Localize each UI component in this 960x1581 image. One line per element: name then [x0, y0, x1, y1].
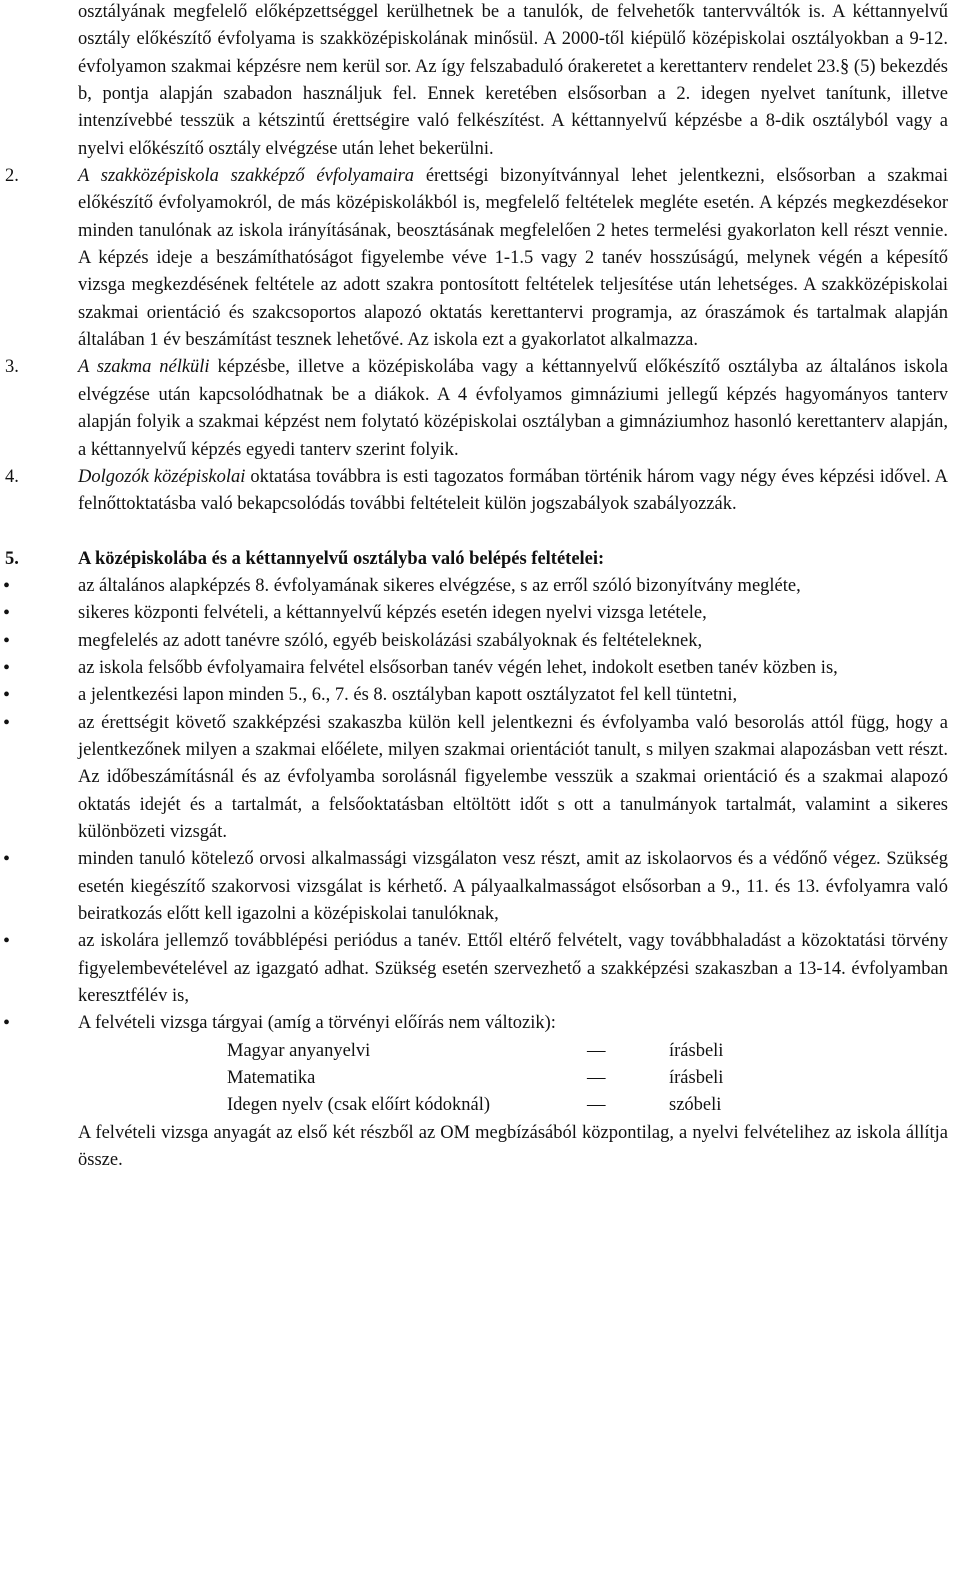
bullet-text: megfelelés az adott tanévre szóló, egyéb beiskolázási szabályoknak és feltételeknek,	[78, 630, 703, 651]
numbered-item	[0, 163, 960, 354]
exam-row	[0, 1038, 960, 1065]
bullet-text: sikeres központi felvételi, a kéttannyelvű képzés esetén idegen nyelvi vizsga letétele,	[78, 603, 707, 624]
bullet-icon: •	[3, 684, 11, 707]
section-title: A középiskolába és a kéttannyelvű osztályba való belépés feltételei:	[78, 548, 605, 569]
bullet-item	[0, 928, 960, 1010]
paragraph-line: felkészítést. A kéttannyelvű képzésbe a 8-dik osztályból vagy a nyelvi előkészítő	[78, 111, 949, 159]
numbered-item	[0, 464, 960, 519]
exam-dash: —	[587, 1040, 606, 1061]
paragraph-line: osztályának megfelelő előképzettséggel kerülhetnek be a tanulók, de felvehetők	[78, 2, 703, 22]
exam-dash: —	[587, 1068, 606, 1089]
item-italic-term: Dolgozók középiskolai	[78, 466, 246, 487]
bullet-icon: •	[3, 930, 11, 953]
bullet-item	[0, 628, 960, 655]
bullet-text: az iskola felsőbb évfolyamaira felvétel elsősorban tanév végén lehet, indokolt esetben tanév közben is,	[78, 657, 838, 678]
section-number: 5.	[5, 548, 19, 569]
paragraph-line: osztály elvégzése után lehet bekerülni.	[208, 138, 494, 159]
bullet-item	[0, 682, 960, 709]
exam-subject: Idegen nyelv (csak előírt kódoknál)	[227, 1095, 491, 1116]
bullet-text: az általános alapképzés 8. évfolyamának sikeres elvégzése, s az erről szóló bizonyítvány megléte,	[78, 575, 801, 596]
bullet-text: az iskolára jellemző továbblépési periódus a tanév. Ettől eltérő felvételt, vagy továbbhaladást a közoktatási törvény figyelembevételével az igazgató adhat. Szükség esetén szervezhető a szakképzési szakaszban a 13-14. évfolyamban keresztfélév is,	[78, 931, 948, 1007]
exam-dash: —	[587, 1095, 606, 1116]
spacer	[0, 519, 960, 546]
bullet-icon: •	[3, 711, 11, 734]
exam-type: szóbeli	[669, 1095, 722, 1116]
bullet-icon: •	[3, 629, 11, 652]
exam-subject: Magyar anyanyelvi	[227, 1040, 371, 1061]
item-number: 3.	[5, 357, 19, 378]
bullet-item	[0, 600, 960, 627]
bullet-icon: •	[3, 602, 11, 625]
exam-row	[0, 1065, 960, 1092]
paragraph-line: minősül. A 2000-től kiépülő középiskolai osztályokban a 9-12. évfolyamon szakmai	[78, 29, 949, 77]
item-italic-term: A szakma nélküli	[78, 357, 210, 378]
bullet-icon: •	[3, 574, 11, 597]
item-text: érettségi bizonyítvánnyal lehet jelentkezni, elsősorban a szakmai előkészítő évfolyamokról, de más középiskolákból is, megfelelő feltételek megléte esetén. A képzés megkezdésekor minden tanulónak az iskola irányításának, beosztásának megfelelően 2 hetes termelési gyakorlaton kell részt vennie. A képzés ideje a beszámíthatóságot figyelembe véve 1-1.5 vagy 2 tanév hosszúságú, melynek végén a képesítő vizsga megkezdésének feltétele az adott szakra pontosított feltételek teljesítése után lehetséges. A szakközépiskolai szakmai orientáció és szakcsoportos alapozó oktatás kerettantervi programja, az óraszámok és tartalmak alapján általában 1 év beszámítást tesznek lehetővé. Az iskola ezt a gyakorlatot alkalmazza.	[78, 166, 948, 351]
exam-type: írásbeli	[669, 1068, 724, 1089]
bullet-icon: •	[3, 656, 11, 679]
bullet-icon: •	[3, 1012, 11, 1035]
item-text: oktatása továbbra is esti tagozatos formában történik három vagy négy éves képzési idővel. A felnőttoktatásba való bekapcsolódás további feltételeit külön jogszabályok szabályozzák.	[78, 466, 948, 515]
bullet-text: minden tanuló kötelező orvosi alkalmassági vizsgálaton vesz részt, amit az iskolaorvos és a védőnő végez. Szükség esetén kiegészítő szakorvosi vizsgálat is kérhető. A pályaalkalmasságot elsősorban a 9., 11. és 13. évfolyamra való beiratkozás előtt kell igazolni a középiskolai tanulóknak,	[78, 849, 948, 924]
paragraph-line: bekezdés b, pontja alapján szabadon használjuk fel. Ennek keretében elsősorban a 2.	[78, 56, 948, 105]
item-italic-term: A szakközépiskola szakképző évfolyamaira	[78, 166, 415, 187]
numbered-item	[0, 354, 960, 463]
bullet-item	[0, 573, 960, 600]
paragraph-line: tantervváltók is. A kéttannyelvű osztály előkészítő évfolyama is szakközépiskolának	[78, 2, 948, 50]
exam-subject: Matematika	[227, 1068, 316, 1089]
continued-paragraph	[0, 0, 960, 163]
bullet-text: A felvételi vizsga tárgyai (amíg a törvényi előírás nem változik):	[78, 1013, 556, 1034]
item-number: 2.	[5, 166, 19, 187]
bullet-item	[0, 1010, 960, 1037]
exam-row	[0, 1092, 960, 1119]
bullet-item	[0, 710, 960, 847]
section-heading	[0, 546, 960, 573]
bullet-icon: •	[3, 848, 11, 871]
bullet-item	[0, 846, 960, 928]
bullet-text: a jelentkezési lapon minden 5., 6., 7. és 8. osztályban kapott osztályzatot fel kell tüntetni,	[78, 685, 738, 706]
bullet-text: az érettségit követő szakképzési szakaszba külön kell jelentkezni és évfolyamba való besorolás attól függ, hogy a jelentkezőnek milyen a szakmai előélete, milyen szakmai orientációt tanult, s milyen szakmai alapozásban vett részt. Az időbeszámításnál és az évfolyamba sorolásnál figyelembe vesszük a szakmai orientáció és a szakmai alapozó oktatás idejét és a tartalmát, a felsőoktatásban eltöltött időt s ott a tanulmányok tartalmát, valamint a sikeres különbözeti vizsgát.	[78, 712, 948, 842]
exam-type: írásbeli	[669, 1040, 724, 1061]
bullet-item	[0, 655, 960, 682]
item-text: képzésbe, illetve a középiskolába vagy a kéttannyelvű előkészítő osztályba az általános iskola elvégzése után kapcsolódhatnak be a diákok. A 4 évfolyamos gimnáziumi jellegű képzés hagyományos tanterv alapján folyik a szakmai képzést nem folytató középiskolai osztályban a gimnáziumhoz hasonló kerettanterv alapján, a kéttannyelvű képzés egyedi tanterv szerint folyik.	[78, 357, 948, 460]
closing-paragraph: A felvételi vizsga anyagát az első két részből az OM megbízásából központilag, a nyelvi felvételihez az iskola állítja össze.	[78, 1122, 948, 1171]
item-number: 4.	[5, 466, 19, 487]
paragraph-line: idegen nyelvet tanítunk, illetve intenzívebbé tesszük a kétszintű érettségire való	[78, 84, 948, 132]
paragraph-line: képzésre nem kerül sor. Az így felszabaduló órakeretet a kerettanterv rendelet 23.§ (5)	[236, 56, 881, 77]
